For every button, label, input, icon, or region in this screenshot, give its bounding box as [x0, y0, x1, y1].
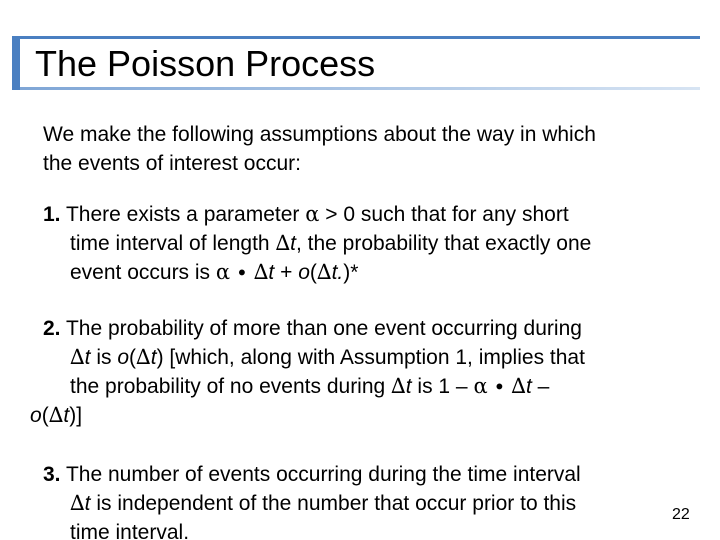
assumption-3	[43, 460, 663, 540]
assumption-2-line-1	[43, 314, 663, 343]
delta-symbol: ∆	[275, 231, 291, 255]
assumption-3-line-2	[43, 489, 663, 518]
delta-symbol: ∆	[511, 374, 526, 398]
dot-operator: ∙	[230, 260, 254, 284]
text: The number of events occurring during the time interval	[60, 463, 581, 486]
dot-operator: ∙	[487, 374, 512, 398]
assumption-3-number: 3.	[43, 463, 61, 486]
text: (	[309, 261, 317, 284]
intro-line-2: the events of interest occur:	[43, 152, 301, 175]
text: +	[274, 261, 299, 284]
assumption-1-number: 1.	[43, 203, 61, 226]
assumption-1-line-1	[43, 200, 663, 229]
title-top-rule	[12, 36, 700, 39]
text: is independent of the number that occur prior to this	[90, 492, 577, 515]
text: is 1 –	[411, 375, 474, 398]
delta-symbol: ∆	[391, 374, 406, 398]
text: the probability of no events during	[70, 375, 392, 398]
text: The probability of more than one event occurring during	[60, 317, 582, 340]
assumption-2-line-3	[43, 372, 663, 401]
alpha-symbol: α	[473, 374, 488, 398]
assumption-2-number: 2.	[43, 317, 61, 340]
text: > 0 such that for any short	[319, 203, 569, 226]
intro-line-1: We make the following assumptions about the way in which	[43, 123, 596, 146]
delta-symbol: ∆	[136, 345, 151, 369]
delta-symbol: ∆	[253, 260, 269, 284]
text: t.	[331, 261, 344, 284]
text: ) [which, along with Assumption 1, implies that	[156, 346, 585, 369]
delta-symbol: ∆	[70, 491, 85, 515]
text: t	[290, 232, 296, 255]
assumption-2	[30, 314, 663, 430]
text: t	[268, 261, 275, 284]
text: (	[129, 346, 137, 369]
text: )*	[343, 261, 359, 284]
assumption-2-line-4	[30, 401, 663, 430]
assumption-3-line-3: time interval.	[70, 521, 190, 540]
assumption-1	[43, 200, 663, 287]
intro-paragraph	[43, 120, 683, 178]
assumption-3-line-1	[43, 460, 663, 489]
alpha-symbol: α	[305, 202, 320, 226]
text: o	[298, 261, 310, 284]
text: o	[30, 404, 42, 427]
delta-symbol: ∆	[70, 345, 85, 369]
text: t	[525, 375, 532, 398]
delta-symbol: ∆	[316, 260, 332, 284]
text: There exists a parameter	[60, 203, 306, 226]
alpha-symbol: α	[215, 260, 231, 284]
text: t	[405, 375, 412, 398]
text: )]	[69, 404, 83, 427]
page-number: 22	[672, 506, 690, 523]
assumption-1-line-3	[43, 258, 663, 287]
text: t	[63, 404, 70, 427]
slide-title: The Poisson Process	[35, 43, 376, 84]
text: t	[84, 346, 91, 369]
text: t	[84, 492, 91, 515]
text: is	[90, 346, 118, 369]
title-left-accent	[12, 36, 20, 90]
text: –	[531, 375, 550, 398]
text: t	[150, 346, 157, 369]
text: o	[117, 346, 130, 369]
assumption-2-line-2	[43, 343, 663, 372]
text: (	[41, 404, 49, 427]
text: event occurs is	[70, 261, 216, 284]
delta-symbol: ∆	[48, 403, 64, 427]
text: , the probability that exactly one	[295, 232, 592, 255]
assumption-1-line-2	[43, 229, 663, 258]
text: time interval of length	[70, 232, 276, 255]
title-bottom-rule	[20, 87, 700, 90]
